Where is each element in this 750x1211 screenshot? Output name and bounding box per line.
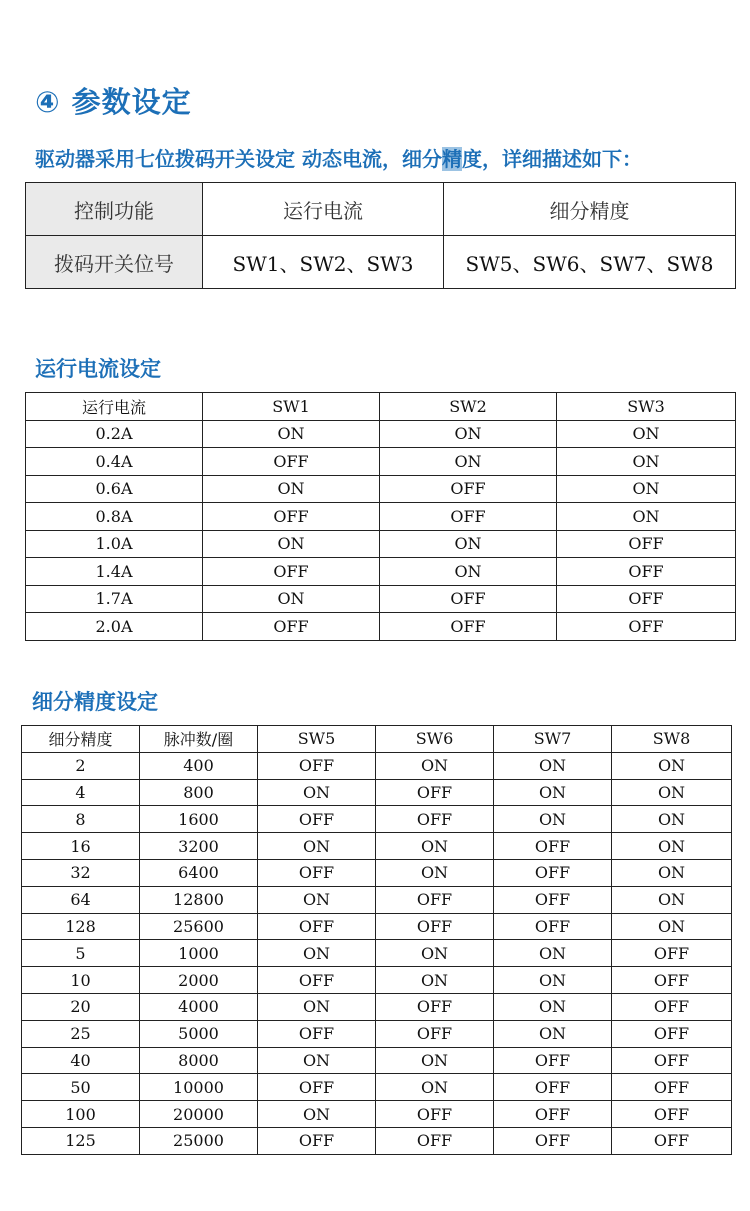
microstep-table-cell: ON — [612, 779, 732, 806]
current-table-header-row — [26, 393, 736, 421]
microstep-table-row — [22, 913, 732, 940]
microstep-table-row — [22, 1047, 732, 1074]
microstep-table-row — [22, 1020, 732, 1047]
microstep-table-header-cell: SW7 — [494, 726, 612, 753]
microstep-table-cell: ON — [258, 833, 376, 860]
current-table-cell: 0.6A — [26, 475, 203, 503]
microstep-table-cell: OFF — [258, 752, 376, 779]
intro-text-before: 驱动器采用七位拨码开关设定 动态电流，细分 — [35, 147, 442, 171]
microstep-table-cell: OFF — [494, 886, 612, 913]
microstep-table-cell: OFF — [376, 806, 494, 833]
current-table-cell: OFF — [557, 530, 736, 558]
microstep-table-cell: OFF — [494, 833, 612, 860]
microstep-table-header-cell: SW6 — [376, 726, 494, 753]
microstep-section-title: 细分精度设定 — [32, 690, 158, 714]
current-table-cell: 2.0A — [26, 613, 203, 641]
microstep-table-cell: ON — [376, 1074, 494, 1101]
microstep-table-header-row — [22, 726, 732, 753]
microstep-table-row — [22, 1074, 732, 1101]
microstep-table-cell: OFF — [612, 1074, 732, 1101]
current-table-row — [26, 613, 736, 641]
microstep-table-cell: OFF — [376, 1127, 494, 1154]
microstep-table-cell: OFF — [258, 1020, 376, 1047]
microstep-table-cell: 3200 — [140, 833, 258, 860]
microstep-table-row — [22, 833, 732, 860]
microstep-table-cell: ON — [258, 1047, 376, 1074]
summary-microstep-switches: SW5、SW6、SW7、SW8 — [444, 236, 736, 289]
microstep-table — [21, 725, 732, 1155]
microstep-table-cell: OFF — [612, 1047, 732, 1074]
current-table-cell: OFF — [203, 613, 380, 641]
microstep-table-cell: 128 — [22, 913, 140, 940]
microstep-table-cell: 8 — [22, 806, 140, 833]
intro-text-highlight: 精 — [441, 147, 462, 171]
current-table-cell: OFF — [203, 558, 380, 586]
microstep-table-cell: 10 — [22, 967, 140, 994]
microstep-table-cell: ON — [494, 806, 612, 833]
microstep-table-cell: OFF — [494, 1127, 612, 1154]
current-table-cell: 1.0A — [26, 530, 203, 558]
microstep-table-cell: 2 — [22, 752, 140, 779]
microstep-table-cell: ON — [612, 833, 732, 860]
microstep-table-cell: ON — [494, 940, 612, 967]
microstep-table-cell: 8000 — [140, 1047, 258, 1074]
microstep-table-cell: 16 — [22, 833, 140, 860]
microstep-table-cell: 2000 — [140, 967, 258, 994]
microstep-table-cell: ON — [494, 993, 612, 1020]
current-section-title: 运行电流设定 — [35, 357, 161, 381]
current-table-cell: 1.4A — [26, 558, 203, 586]
current-table-header-cell: SW3 — [557, 393, 736, 421]
microstep-table-cell: OFF — [612, 993, 732, 1020]
microstep-table-cell: ON — [376, 833, 494, 860]
microstep-table-cell: 100 — [22, 1101, 140, 1128]
microstep-table-cell: ON — [612, 886, 732, 913]
microstep-table-row — [22, 993, 732, 1020]
microstep-table-cell: OFF — [258, 913, 376, 940]
microstep-table-cell: OFF — [494, 1074, 612, 1101]
current-table-row — [26, 558, 736, 586]
microstep-table-row — [22, 752, 732, 779]
current-table-cell: ON — [380, 420, 557, 448]
microstep-table-cell: ON — [258, 1101, 376, 1128]
microstep-table-cell: OFF — [612, 940, 732, 967]
microstep-table-cell: 25 — [22, 1020, 140, 1047]
section-heading: ④ 参数设定 — [35, 85, 192, 119]
microstep-table-header-cell: 脉冲数/圈 — [140, 726, 258, 753]
current-table — [25, 392, 736, 641]
microstep-table-cell: OFF — [376, 1101, 494, 1128]
microstep-table-cell: 1600 — [140, 806, 258, 833]
current-table-row — [26, 503, 736, 531]
current-table-header-cell: SW1 — [203, 393, 380, 421]
current-table-cell: 0.8A — [26, 503, 203, 531]
microstep-table-cell: 50 — [22, 1074, 140, 1101]
microstep-table-cell: OFF — [494, 1047, 612, 1074]
microstep-table-cell: 25600 — [140, 913, 258, 940]
summary-header-current: 运行电流 — [203, 183, 444, 236]
microstep-table-cell: ON — [376, 1047, 494, 1074]
microstep-table-cell: ON — [258, 993, 376, 1020]
current-table-cell: OFF — [557, 613, 736, 641]
microstep-table-row — [22, 806, 732, 833]
intro-text-after: 度，详细描述如下： — [461, 147, 642, 171]
microstep-table-row — [22, 940, 732, 967]
current-table-cell: ON — [380, 448, 557, 476]
microstep-table-cell: OFF — [494, 1101, 612, 1128]
microstep-table-cell: OFF — [376, 779, 494, 806]
microstep-table-cell: ON — [612, 913, 732, 940]
current-table-cell: 0.4A — [26, 448, 203, 476]
microstep-table-cell: ON — [494, 779, 612, 806]
microstep-table-cell: 25000 — [140, 1127, 258, 1154]
current-table-cell: ON — [203, 420, 380, 448]
microstep-table-cell: OFF — [376, 1020, 494, 1047]
microstep-table-cell: ON — [494, 967, 612, 994]
current-table-cell: 1.7A — [26, 585, 203, 613]
microstep-table-row — [22, 859, 732, 886]
microstep-table-cell: ON — [494, 1020, 612, 1047]
current-table-row — [26, 585, 736, 613]
microstep-table-cell: ON — [376, 940, 494, 967]
microstep-table-cell: 800 — [140, 779, 258, 806]
current-table-cell: OFF — [380, 585, 557, 613]
microstep-table-cell: 20000 — [140, 1101, 258, 1128]
current-table-cell: 0.2A — [26, 420, 203, 448]
microstep-table-row — [22, 1101, 732, 1128]
microstep-table-cell: ON — [612, 806, 732, 833]
microstep-table-cell: ON — [612, 752, 732, 779]
microstep-table-cell: OFF — [376, 886, 494, 913]
current-table-cell: ON — [203, 475, 380, 503]
microstep-table-cell: ON — [258, 886, 376, 913]
microstep-table-cell: OFF — [258, 806, 376, 833]
microstep-table-cell: 4 — [22, 779, 140, 806]
current-table-row — [26, 530, 736, 558]
microstep-table-cell: 5 — [22, 940, 140, 967]
microstep-table-header-cell: 细分精度 — [22, 726, 140, 753]
current-table-row — [26, 475, 736, 503]
microstep-table-cell: ON — [612, 859, 732, 886]
microstep-table-row — [22, 779, 732, 806]
microstep-table-cell: OFF — [494, 859, 612, 886]
microstep-table-cell: 32 — [22, 859, 140, 886]
microstep-table-cell: OFF — [494, 913, 612, 940]
current-table-header-cell: 运行电流 — [26, 393, 203, 421]
microstep-table-cell: OFF — [376, 913, 494, 940]
microstep-table-cell: 12800 — [140, 886, 258, 913]
microstep-table-cell: 20 — [22, 993, 140, 1020]
microstep-table-cell: 10000 — [140, 1074, 258, 1101]
current-table-row — [26, 420, 736, 448]
microstep-table-header-cell: SW8 — [612, 726, 732, 753]
microstep-table-cell: OFF — [612, 1127, 732, 1154]
current-table-cell: ON — [380, 558, 557, 586]
current-table-cell: ON — [557, 448, 736, 476]
current-table-cell: ON — [380, 530, 557, 558]
microstep-table-cell: ON — [258, 779, 376, 806]
microstep-table-cell: 5000 — [140, 1020, 258, 1047]
current-table-cell: OFF — [203, 448, 380, 476]
summary-label-switches: 拨码开关位号 — [26, 236, 203, 289]
microstep-table-cell: OFF — [612, 1020, 732, 1047]
current-table-cell: OFF — [557, 558, 736, 586]
microstep-table-cell: 400 — [140, 752, 258, 779]
summary-table — [25, 182, 736, 289]
summary-header-microstep: 细分精度 — [444, 183, 736, 236]
summary-row-switches — [26, 236, 736, 289]
microstep-table-cell: ON — [376, 859, 494, 886]
current-table-cell: OFF — [380, 613, 557, 641]
microstep-table-cell: 64 — [22, 886, 140, 913]
microstep-table-cell: ON — [376, 752, 494, 779]
microstep-table-row — [22, 1127, 732, 1154]
microstep-table-header-cell: SW5 — [258, 726, 376, 753]
current-table-cell: ON — [203, 530, 380, 558]
current-table-cell: ON — [203, 585, 380, 613]
current-table-cell: OFF — [203, 503, 380, 531]
microstep-table-row — [22, 886, 732, 913]
microstep-table-cell: OFF — [258, 1074, 376, 1101]
microstep-table-cell: ON — [376, 967, 494, 994]
summary-row-function — [26, 183, 736, 236]
current-table-row — [26, 448, 736, 476]
microstep-table-cell: OFF — [612, 967, 732, 994]
current-table-cell: ON — [557, 503, 736, 531]
microstep-table-cell: 1000 — [140, 940, 258, 967]
microstep-table-cell: 4000 — [140, 993, 258, 1020]
microstep-table-cell: ON — [258, 940, 376, 967]
current-table-header-cell: SW2 — [380, 393, 557, 421]
microstep-table-cell: 125 — [22, 1127, 140, 1154]
intro-text — [35, 143, 642, 172]
current-table-cell: ON — [557, 420, 736, 448]
summary-label-function: 控制功能 — [26, 183, 203, 236]
current-table-cell: OFF — [380, 503, 557, 531]
current-table-cell: ON — [557, 475, 736, 503]
microstep-table-cell: OFF — [258, 859, 376, 886]
current-table-cell: OFF — [380, 475, 557, 503]
microstep-table-cell: 6400 — [140, 859, 258, 886]
microstep-table-row — [22, 967, 732, 994]
summary-current-switches: SW1、SW2、SW3 — [203, 236, 444, 289]
microstep-table-cell: OFF — [258, 1127, 376, 1154]
microstep-table-cell: OFF — [258, 967, 376, 994]
microstep-table-cell: OFF — [612, 1101, 732, 1128]
microstep-table-cell: 40 — [22, 1047, 140, 1074]
microstep-table-cell: OFF — [376, 993, 494, 1020]
current-table-cell: OFF — [557, 585, 736, 613]
microstep-table-cell: ON — [494, 752, 612, 779]
